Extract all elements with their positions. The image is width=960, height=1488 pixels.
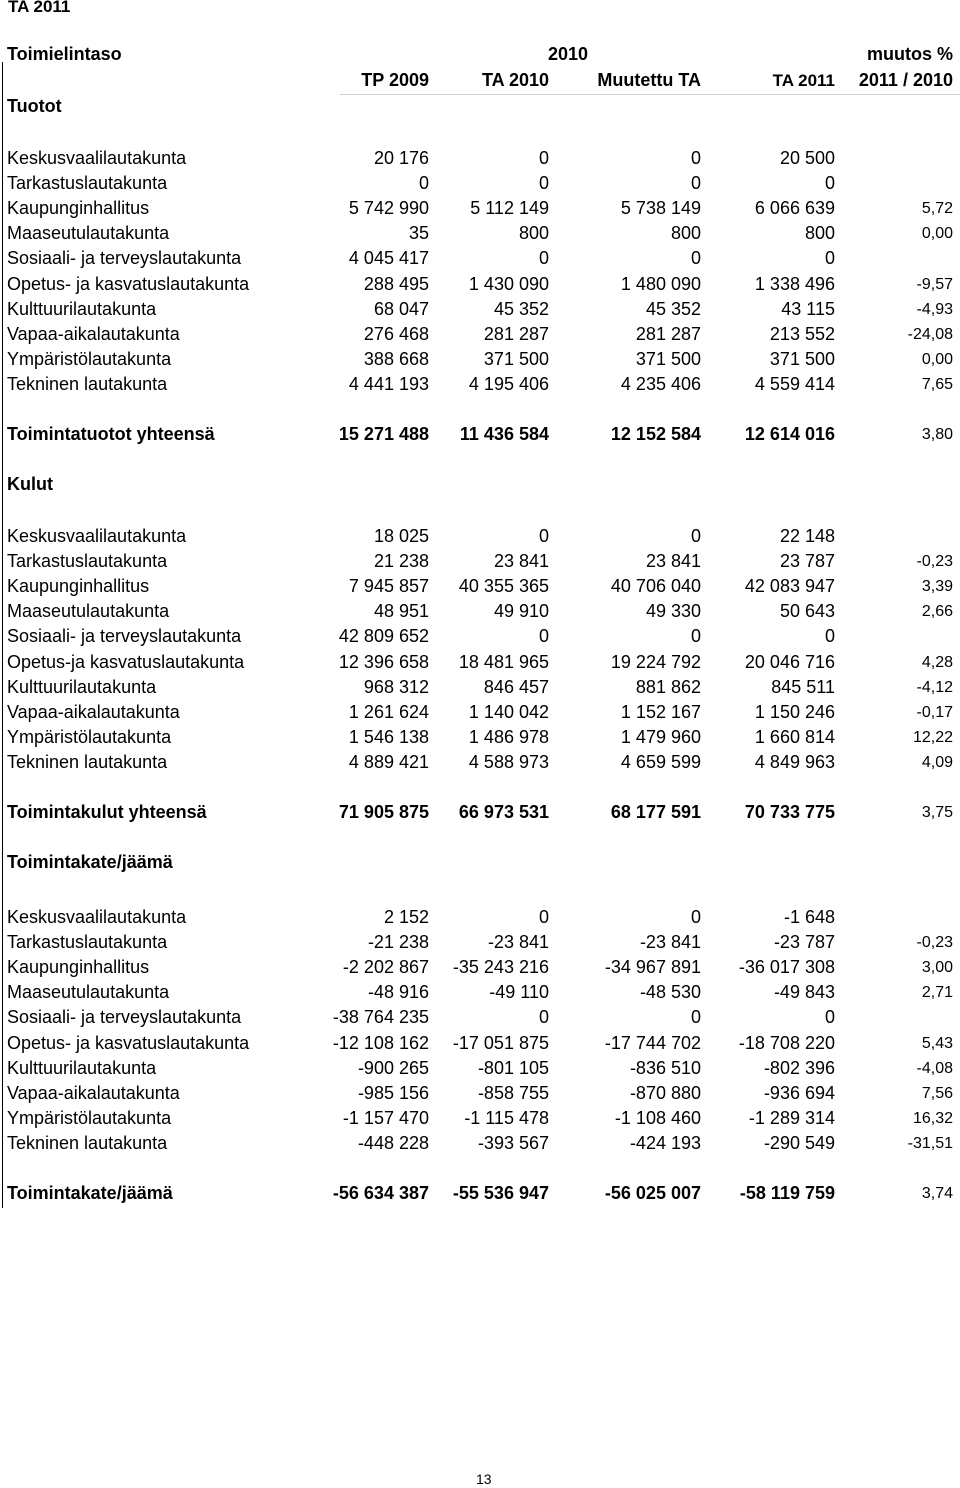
section-title-toimintakate: Toimintakate/jäämä [7, 852, 173, 872]
cell-muutettu-ta: 19 224 792 [610, 651, 701, 672]
cell-ta2011: 1 150 246 [754, 701, 835, 722]
table-row [0, 272, 960, 297]
cell-name: Ympäristölautakunta [7, 726, 172, 747]
cell-muutettu-ta: -23 841 [639, 932, 701, 953]
cell-ta2010: -393 567 [477, 1132, 549, 1153]
cell-muutos-pct: 7,56 [921, 1084, 953, 1102]
table-row [0, 650, 960, 675]
cell-muutettu-ta: 68 177 591 [610, 802, 701, 822]
cell-ta2010: -1 115 478 [464, 1107, 549, 1128]
cell-name: Opetus- ja kasvatuslautakunta [7, 273, 250, 294]
cell-tp2009: 15 271 488 [338, 424, 429, 444]
cell-tp2009: 21 238 [373, 551, 429, 572]
cell-muutos-pct: 4,09 [921, 753, 953, 771]
cell-name: Toimintakate/jäämä [7, 1183, 173, 1203]
total-row [0, 1181, 960, 1206]
cell-name: Toimintakulut yhteensä [7, 802, 207, 822]
cell-muutos-pct: 5,43 [921, 1034, 953, 1052]
cell-muutos-pct: -0,17 [916, 703, 953, 721]
cell-ta2010: 66 973 531 [458, 802, 549, 822]
cell-name: Keskusvaalilautakunta [7, 907, 187, 927]
cell-ta2010: -858 755 [477, 1082, 549, 1103]
cell-name: Kaupunginhallitus [7, 198, 150, 219]
header-toimielintaso: Toimielintaso [7, 44, 122, 64]
cell-name: Keskusvaalilautakunta [7, 526, 187, 546]
table-row [0, 171, 960, 196]
cell-tp2009: 12 396 658 [338, 651, 429, 672]
cell-muutettu-ta: 4 659 599 [620, 751, 701, 772]
cell-name: Tarkastuslautakunta [7, 551, 168, 572]
cell-tp2009: -2 202 867 [342, 957, 429, 978]
table-row [0, 1106, 960, 1131]
cell-muutos-pct: 2,71 [921, 984, 953, 1002]
cell-tp2009: -21 238 [367, 932, 429, 953]
cell-ta2010: 49 910 [493, 601, 549, 622]
cell-muutos-pct: -31,51 [907, 1134, 953, 1152]
section-title-tuotot: Tuotot [7, 96, 62, 116]
cell-name: Kulttuurilautakunta [7, 676, 157, 697]
total-row [0, 800, 960, 825]
cell-ta2010: 4 588 973 [468, 751, 549, 772]
table-row [0, 955, 960, 980]
total-row [0, 422, 960, 447]
cell-ta2010: 11 436 584 [459, 424, 549, 444]
table-row [0, 750, 960, 775]
cell-tp2009: 20 176 [373, 148, 429, 168]
cell-ta2010: 40 355 365 [458, 576, 549, 597]
cell-tp2009: -900 265 [357, 1057, 429, 1078]
cell-ta2011: 800 [804, 223, 835, 244]
cell-name: Ympäristölautakunta [7, 348, 172, 369]
cell-name: Maaseutulautakunta [7, 601, 170, 622]
cell-ta2010: -801 105 [477, 1057, 549, 1078]
cell-ta2011: 43 115 [781, 298, 835, 319]
table-row [0, 524, 960, 549]
cell-ta2010: 800 [518, 223, 549, 244]
table-row [0, 574, 960, 599]
cell-ta2011: 42 083 947 [744, 576, 835, 597]
cell-ta2010: -55 536 947 [452, 1183, 549, 1203]
cell-muutettu-ta: 0 [690, 173, 701, 194]
cell-ta2011: 0 [824, 248, 835, 269]
cell-name: Tarkastuslautakunta [7, 932, 168, 953]
cell-ta2010: 45 352 [493, 298, 549, 319]
cell-muutettu-ta: 0 [690, 248, 701, 269]
cell-ta2011: -23 787 [773, 932, 835, 953]
cell-ta2011: -1 289 314 [748, 1107, 835, 1128]
cell-ta2010: 0 [538, 626, 549, 647]
table-row [0, 372, 960, 397]
cell-ta2010: 18 481 965 [458, 651, 549, 672]
cell-ta2011: 23 787 [779, 551, 835, 572]
cell-tp2009: 4 045 417 [348, 248, 429, 269]
cell-tp2009: 5 742 990 [348, 198, 429, 219]
cell-muutettu-ta: 1 480 090 [620, 273, 701, 294]
cell-muutettu-ta: 0 [690, 907, 701, 927]
cell-ta2010: 281 287 [483, 323, 549, 344]
cell-tp2009: 48 951 [373, 601, 429, 622]
cell-ta2011: 0 [824, 173, 835, 194]
table-row [0, 905, 960, 930]
cell-muutos-pct: 3,74 [921, 1185, 953, 1202]
cell-ta2011: 20 500 [779, 148, 835, 168]
header-tp2009: TP 2009 [361, 70, 429, 90]
cell-muutettu-ta: 4 235 406 [620, 373, 701, 394]
cell-ta2011: -802 396 [763, 1057, 835, 1078]
cell-ta2011: -58 119 759 [739, 1183, 835, 1203]
cell-muutos-pct: -0,23 [916, 934, 953, 952]
cell-muutos-pct: -0,23 [916, 553, 953, 571]
cell-ta2010: -49 110 [489, 982, 549, 1003]
document-title: TA 2011 [8, 0, 71, 16]
cell-name: Opetus- ja kasvatuslautakunta [7, 1032, 250, 1053]
table-row [0, 322, 960, 347]
cell-name: Vapaa-aikalautakunta [7, 701, 180, 722]
cell-muutos-pct: 7,65 [921, 375, 953, 393]
cell-tp2009: -985 156 [357, 1082, 429, 1103]
cell-muutettu-ta: 0 [690, 148, 701, 168]
cell-muutettu-ta: -424 193 [629, 1132, 701, 1153]
cell-name: Sosiaali- ja terveyslautakunta [7, 248, 242, 269]
table-row [0, 347, 960, 372]
cell-tp2009: 68 047 [373, 298, 429, 319]
cell-muutos-pct: 16,32 [912, 1109, 953, 1127]
cell-muutos-pct: -4,93 [916, 300, 953, 318]
cell-tp2009: 35 [408, 223, 429, 244]
table-row [0, 700, 960, 725]
cell-ta2011: 4 559 414 [754, 373, 835, 394]
cell-name: Sosiaali- ja terveyslautakunta [7, 1007, 242, 1028]
table-row [0, 1131, 960, 1156]
cell-tp2009: 4 441 193 [348, 373, 429, 394]
cell-name: Kaupunginhallitus [7, 576, 150, 597]
cell-muutettu-ta: -870 880 [629, 1082, 701, 1103]
cell-muutettu-ta: 40 706 040 [610, 576, 701, 597]
cell-muutos-pct: 3,39 [921, 578, 953, 596]
cell-ta2010: 0 [538, 1007, 549, 1028]
cell-name: Sosiaali- ja terveyslautakunta [7, 626, 242, 647]
cell-muutettu-ta: -17 744 702 [604, 1032, 701, 1053]
cell-muutettu-ta: 0 [690, 526, 701, 546]
cell-ta2011: 213 552 [769, 323, 835, 344]
cell-name: Ympäristölautakunta [7, 1107, 172, 1128]
table-row [0, 930, 960, 955]
cell-tp2009: -12 108 162 [332, 1032, 429, 1053]
cell-ta2010: 23 841 [493, 551, 549, 572]
cell-muutettu-ta: 800 [670, 223, 701, 244]
cell-muutettu-ta: -1 108 460 [614, 1107, 701, 1128]
cell-ta2011: 22 148 [779, 526, 835, 546]
cell-ta2011: 0 [824, 626, 835, 647]
cell-name: Kulttuurilautakunta [7, 1057, 157, 1078]
cell-name: Kulttuurilautakunta [7, 298, 157, 319]
table-row [0, 1056, 960, 1081]
cell-name: Keskusvaalilautakunta [7, 148, 187, 168]
cell-tp2009: -38 764 235 [332, 1007, 429, 1028]
cell-ta2011: 1 338 496 [754, 273, 835, 294]
cell-ta2011: 70 733 775 [744, 802, 835, 822]
cell-name: Vapaa-aikalautakunta [7, 323, 180, 344]
cell-ta2011: -290 549 [763, 1132, 835, 1153]
cell-name: Tekninen lautakunta [7, 373, 168, 394]
header-muutos: muutos % [866, 44, 953, 64]
cell-muutettu-ta: 23 841 [645, 551, 701, 572]
cell-name: Opetus-ja kasvatuslautakunta [7, 651, 245, 672]
cell-muutettu-ta: 281 287 [635, 323, 701, 344]
cell-ta2011: -49 843 [773, 982, 835, 1003]
cell-name: Maaseutulautakunta [7, 223, 170, 244]
cell-tp2009: -48 916 [367, 982, 429, 1003]
cell-tp2009: 0 [418, 173, 429, 194]
table-row [0, 725, 960, 750]
cell-tp2009: 1 261 624 [348, 701, 429, 722]
cell-ta2011: 20 046 716 [744, 651, 835, 672]
cell-tp2009: 968 312 [363, 676, 429, 697]
cell-ta2011: 12 614 016 [744, 424, 835, 444]
cell-tp2009: -56 634 387 [332, 1183, 429, 1203]
cell-ta2011: -1 648 [783, 907, 835, 927]
cell-ta2010: 1 140 042 [468, 701, 549, 722]
cell-muutos-pct: 3,00 [921, 959, 953, 977]
table-row [0, 246, 960, 271]
cell-ta2010: 0 [538, 173, 549, 194]
cell-tp2009: 42 809 652 [338, 626, 429, 647]
cell-ta2010: 0 [538, 248, 549, 269]
table-row [0, 297, 960, 322]
cell-muutettu-ta: 0 [690, 1007, 701, 1028]
cell-tp2009: 1 546 138 [348, 726, 429, 747]
cell-ta2011: 1 660 814 [754, 726, 835, 747]
cell-muutos-pct: -9,57 [916, 275, 953, 293]
cell-ta2010: 5 112 149 [470, 198, 549, 219]
cell-tp2009: 276 468 [363, 323, 429, 344]
cell-ta2011: -36 017 308 [738, 957, 835, 978]
cell-tp2009: 2 152 [383, 907, 429, 927]
table-row [0, 549, 960, 574]
cell-muutettu-ta: 371 500 [635, 348, 701, 369]
cell-muutos-pct: 12,22 [912, 728, 953, 746]
table-row [0, 624, 960, 649]
cell-muutos-pct: -4,08 [916, 1059, 953, 1077]
header-year-2010: 2010 [548, 44, 589, 64]
cell-muutettu-ta: 45 352 [645, 298, 701, 319]
cell-muutos-pct: 4,28 [921, 653, 953, 671]
cell-name: Vapaa-aikalautakunta [7, 1082, 180, 1103]
cell-name: Toimintatuotot yhteensä [7, 424, 215, 444]
cell-muutettu-ta: 49 330 [645, 601, 701, 622]
cell-muutettu-ta: -48 530 [639, 982, 701, 1003]
cell-tp2009: 71 905 875 [338, 802, 429, 822]
cell-ta2010: 1 430 090 [468, 273, 549, 294]
section-title-kulut: Kulut [7, 474, 53, 494]
cell-tp2009: 18 025 [373, 526, 429, 546]
header-rule [340, 94, 960, 95]
table-row [0, 980, 960, 1005]
table-row [0, 196, 960, 221]
cell-ta2011: -936 694 [763, 1082, 835, 1103]
table-row [0, 675, 960, 700]
cell-ta2010: 0 [538, 907, 549, 927]
cell-muutettu-ta: 12 152 584 [610, 424, 701, 444]
cell-name: Maaseutulautakunta [7, 982, 170, 1003]
header-ta2011: TA 2011 [772, 71, 835, 90]
cell-ta2010: 371 500 [483, 348, 549, 369]
cell-ta2011: 0 [824, 1007, 835, 1028]
table-row [0, 599, 960, 624]
page-number: 13 [476, 1471, 492, 1487]
cell-name: Tekninen lautakunta [7, 751, 168, 772]
cell-ta2010: 846 457 [483, 676, 549, 697]
cell-ta2010: 0 [538, 526, 549, 546]
cell-ta2010: 1 486 978 [468, 726, 549, 747]
cell-muutettu-ta: 1 152 167 [620, 701, 701, 722]
cell-ta2010: -23 841 [487, 932, 549, 953]
header-pct-period: 2011 / 2010 [858, 70, 953, 90]
cell-muutos-pct: -24,08 [907, 325, 953, 343]
header-muutettu-ta: Muutettu TA [597, 70, 701, 90]
cell-ta2011: 4 849 963 [754, 751, 835, 772]
cell-muutettu-ta: 881 862 [635, 676, 701, 697]
cell-ta2010: -17 051 875 [452, 1032, 549, 1053]
cell-muutos-pct: 2,66 [921, 603, 953, 621]
cell-ta2011: -18 708 220 [738, 1032, 835, 1053]
table-row [0, 1005, 960, 1030]
cell-ta2011: 845 511 [771, 676, 835, 697]
table-row [0, 1031, 960, 1056]
cell-ta2010: -35 243 216 [452, 957, 549, 978]
cell-tp2009: 388 668 [363, 348, 429, 369]
table-row [0, 221, 960, 246]
cell-tp2009: 7 945 857 [348, 576, 429, 597]
cell-muutos-pct: 3,80 [921, 426, 953, 443]
cell-ta2011: 50 643 [779, 601, 835, 622]
cell-tp2009: 288 495 [363, 273, 429, 294]
cell-muutos-pct: 5,72 [921, 200, 953, 218]
header-ta2010: TA 2010 [481, 70, 549, 90]
cell-tp2009: -448 228 [357, 1132, 429, 1153]
cell-muutettu-ta: -34 967 891 [604, 957, 701, 978]
cell-muutettu-ta: -56 025 007 [604, 1183, 701, 1203]
cell-muutettu-ta: -836 510 [629, 1057, 701, 1078]
cell-name: Tarkastuslautakunta [7, 173, 168, 194]
cell-tp2009: 4 889 421 [348, 751, 429, 772]
cell-ta2010: 4 195 406 [468, 373, 549, 394]
cell-name: Tekninen lautakunta [7, 1132, 168, 1153]
cell-ta2011: 6 066 639 [754, 198, 835, 219]
cell-ta2011: 371 500 [769, 348, 835, 369]
cell-tp2009: -1 157 470 [342, 1107, 429, 1128]
cell-muutos-pct: 0,00 [921, 350, 953, 368]
table-row [0, 146, 960, 171]
cell-muutos-pct: 0,00 [921, 225, 953, 243]
cell-muutos-pct: 3,75 [921, 804, 953, 821]
cell-muutettu-ta: 1 479 960 [620, 726, 701, 747]
cell-ta2010: 0 [538, 148, 549, 168]
cell-name: Kaupunginhallitus [7, 957, 150, 978]
cell-muutettu-ta: 0 [690, 626, 701, 647]
cell-muutettu-ta: 5 738 149 [620, 198, 701, 219]
cell-muutos-pct: -4,12 [916, 678, 953, 696]
table-row [0, 1081, 960, 1106]
